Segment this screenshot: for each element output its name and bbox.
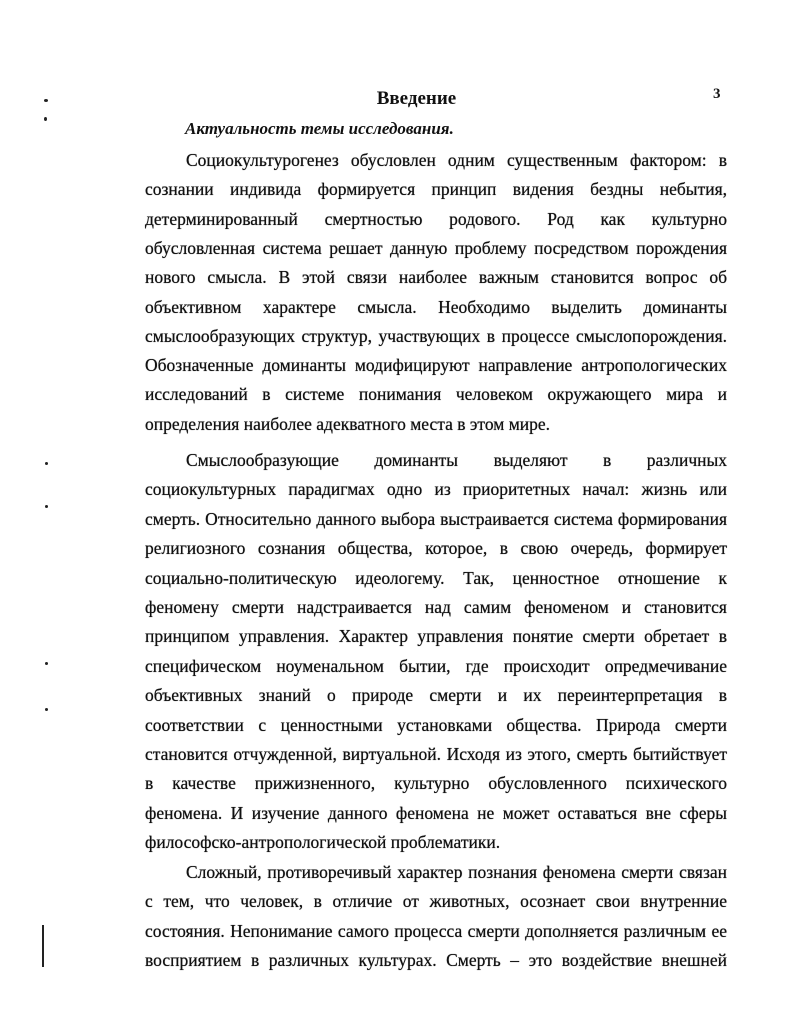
text-line: сознании индивида формируется принцип видения бездны небытия, [145,179,727,200]
text-line: нового смысла. В этой связи наиболее важным становится вопрос об [145,267,727,288]
text-line: социально-политическую идеологему. Так, ценностное отношение к [145,567,727,588]
text-line: Социокультурогенез обусловлен одним существенным фактором: в [186,150,727,170]
text-line: религиозного сознания общества, которое, в свою очередь, формирует [145,538,727,559]
scan-speck [45,505,48,508]
text-line: смерть. Относительно данного выбора выстраивается система формирования [145,508,727,529]
scan-speck [42,925,44,967]
text-line: определения наиболее адекватного места в этом мире. [145,413,551,434]
scan-speck [44,117,47,121]
text-line: философско-антропологической проблематики. [145,832,501,853]
section-subtitle: Актуальность темы исследования. [185,119,454,138]
page-number: 3 [713,86,721,102]
text-line: соответствии с ценностными установками общества. Природа смерти [145,714,727,735]
text-line: специфическом ноуменальном бытии, где происходит опредмечивание [145,655,727,676]
text-line: становится отчужденной, виртуальной. Исходя из этого, смерть бытийствует [145,744,727,764]
text-line: исследований в системе понимания человеком окружающего мира и [145,384,727,405]
text-line: объективных знаний о природе смерти и их переинтерпретация в [145,685,727,706]
text-line: в качестве прижизненного, культурно обусловленного психического [145,773,727,794]
text-line: Обозначенные доминанты модифицируют направление антропологических [145,355,727,376]
scan-speck [44,99,48,102]
text-line: с тем, что человек, в отличие от животных, осознает свои внутренние [145,891,727,912]
text-line: Смыслообразующие доминанты выделяют в различных [186,450,727,470]
text-line: социокультурных парадигмах одно из приоритетных начал: жизнь или [145,479,727,500]
text-line: феномена. И изучение данного феномена не может оставаться вне сферы [145,802,727,823]
text-line: восприятием в различных культурах. Смерть – это воздействие внешней [145,949,727,970]
text-line: Сложный, противоречивый характер познания феномена смерти связан [186,862,727,882]
text-line: детерминированный смертностью родового. Род как культурно [145,208,727,229]
section-title: Введение [376,88,457,109]
text-line: объективном характере смысла. Необходимо выделить доминанты [145,296,727,317]
text-line: состояния. Непонимание самого процесса смерти дополняется различным ее [145,920,727,941]
scan-speck [45,708,48,711]
text-line: смыслообразующих структур, участвующих в процессе смыслопорождения. [145,325,727,346]
text-line: принципом управления. Характер управления понятие смерти обретает в [145,626,727,647]
scan-speck [45,662,48,665]
text-line: феномену смерти надстраивается над самим феноменом и становится [145,597,727,617]
scan-speck [45,462,48,465]
text-line: обусловленная система решает данную проблему посредством порождения [145,237,727,258]
